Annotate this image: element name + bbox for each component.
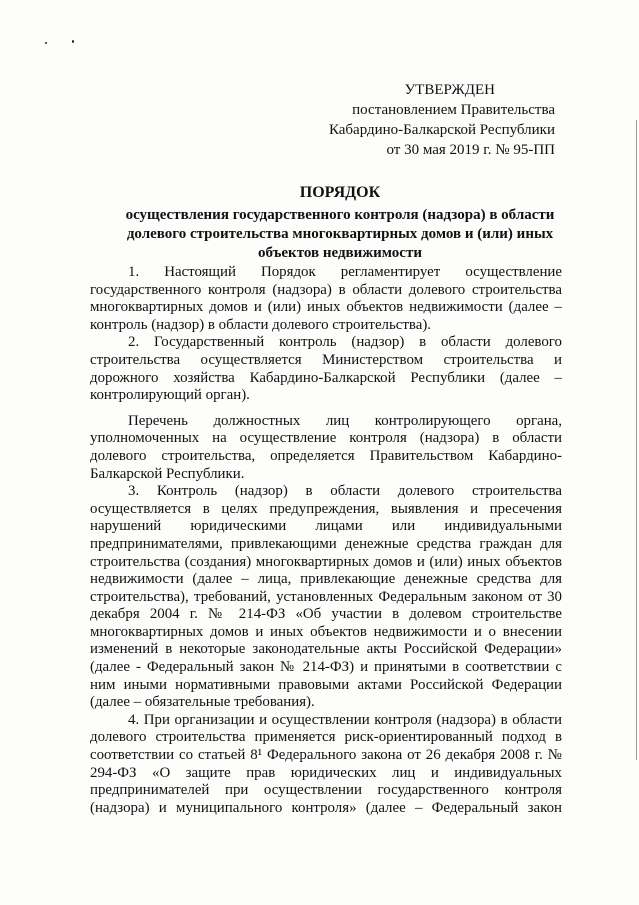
paragraph-4: 4. При организации и осуществлении контроля (надзора) в области долевого строительства применяется риск-ориентированный подход в соответствии со статьей 8¹ Федерального закона от 26 декабря 2008 г. № 294-ФЗ «О защите прав юридических лиц и индивидуальных предпринимателей при осуществлении государственного контроля (надзора) и муниципального контроля» (далее – Федеральный закон	[90, 711, 562, 816]
scan-speck	[45, 42, 47, 44]
scan-speck	[72, 40, 74, 43]
approval-line: постановлением Правительства	[352, 102, 555, 118]
approval-heading: УТВЕРЖДЕН	[404, 82, 495, 98]
approval-block	[300, 80, 555, 160]
title-line: осуществления государственного контроля (надзора) в области	[125, 207, 555, 223]
approval-line: от 30 мая 2019 г. № 95-ПП	[386, 142, 555, 158]
document-title	[80, 183, 600, 263]
paragraph-2: 2. Государственный контроль (надзор) в области долевого строительства осуществляется Министерством строительства и дорожного хозяйства Кабардино-Балкарской Республики (далее – контролирующий орган).	[90, 334, 562, 404]
title-line: долевого строительства многоквартирных домов и (или) иных	[126, 226, 554, 242]
paragraph-officials-list: Перечень должностных лиц контролирующего органа, уполномоченных на осуществление контроля (надзора) в области долевого строительства, определяется Правительством Кабардино-Балкарской Республики.	[90, 412, 562, 482]
title-line: объектов недвижимости	[258, 245, 422, 261]
document-body	[90, 264, 562, 817]
scan-edge-line	[636, 120, 637, 760]
title-main: ПОРЯДОК	[299, 184, 381, 201]
paragraph-3: 3. Контроль (надзор) в области долевого строительства осуществляется в целях предупреждения, выявления и пресечения нарушений юридическими лицами или индивидуальными предпринимателями, привлекающими денежные средства граждан для строительства (создания) многоквартирных домов и (или) иных объектов недвижимости (далее – лица, привлекающие денежные средства для строительства), требований, установленных Федеральным законом от 30 декабря 2004 г. № 214-ФЗ «Об участии в долевом строительстве многоквартирных домов и иных объектов недвижимости и о внесении изменений в некоторые законодательные акты Российской Федерации» (далее - Федеральный закон № 214-ФЗ) и принятыми в соответствии с ним иными нормативными правовыми актами Российской Федерации (далее – обязательные требования).	[90, 483, 562, 711]
paragraph-1: 1. Настоящий Порядок регламентирует осуществление государственного контроля (надзора) в области долевого строительства многоквартирных домов и (или) иных объектов недвижимости (далее – контроль (надзор) в области долевого строительства).	[90, 264, 562, 333]
approval-line: Кабардино-Балкарской Республики	[328, 122, 555, 138]
